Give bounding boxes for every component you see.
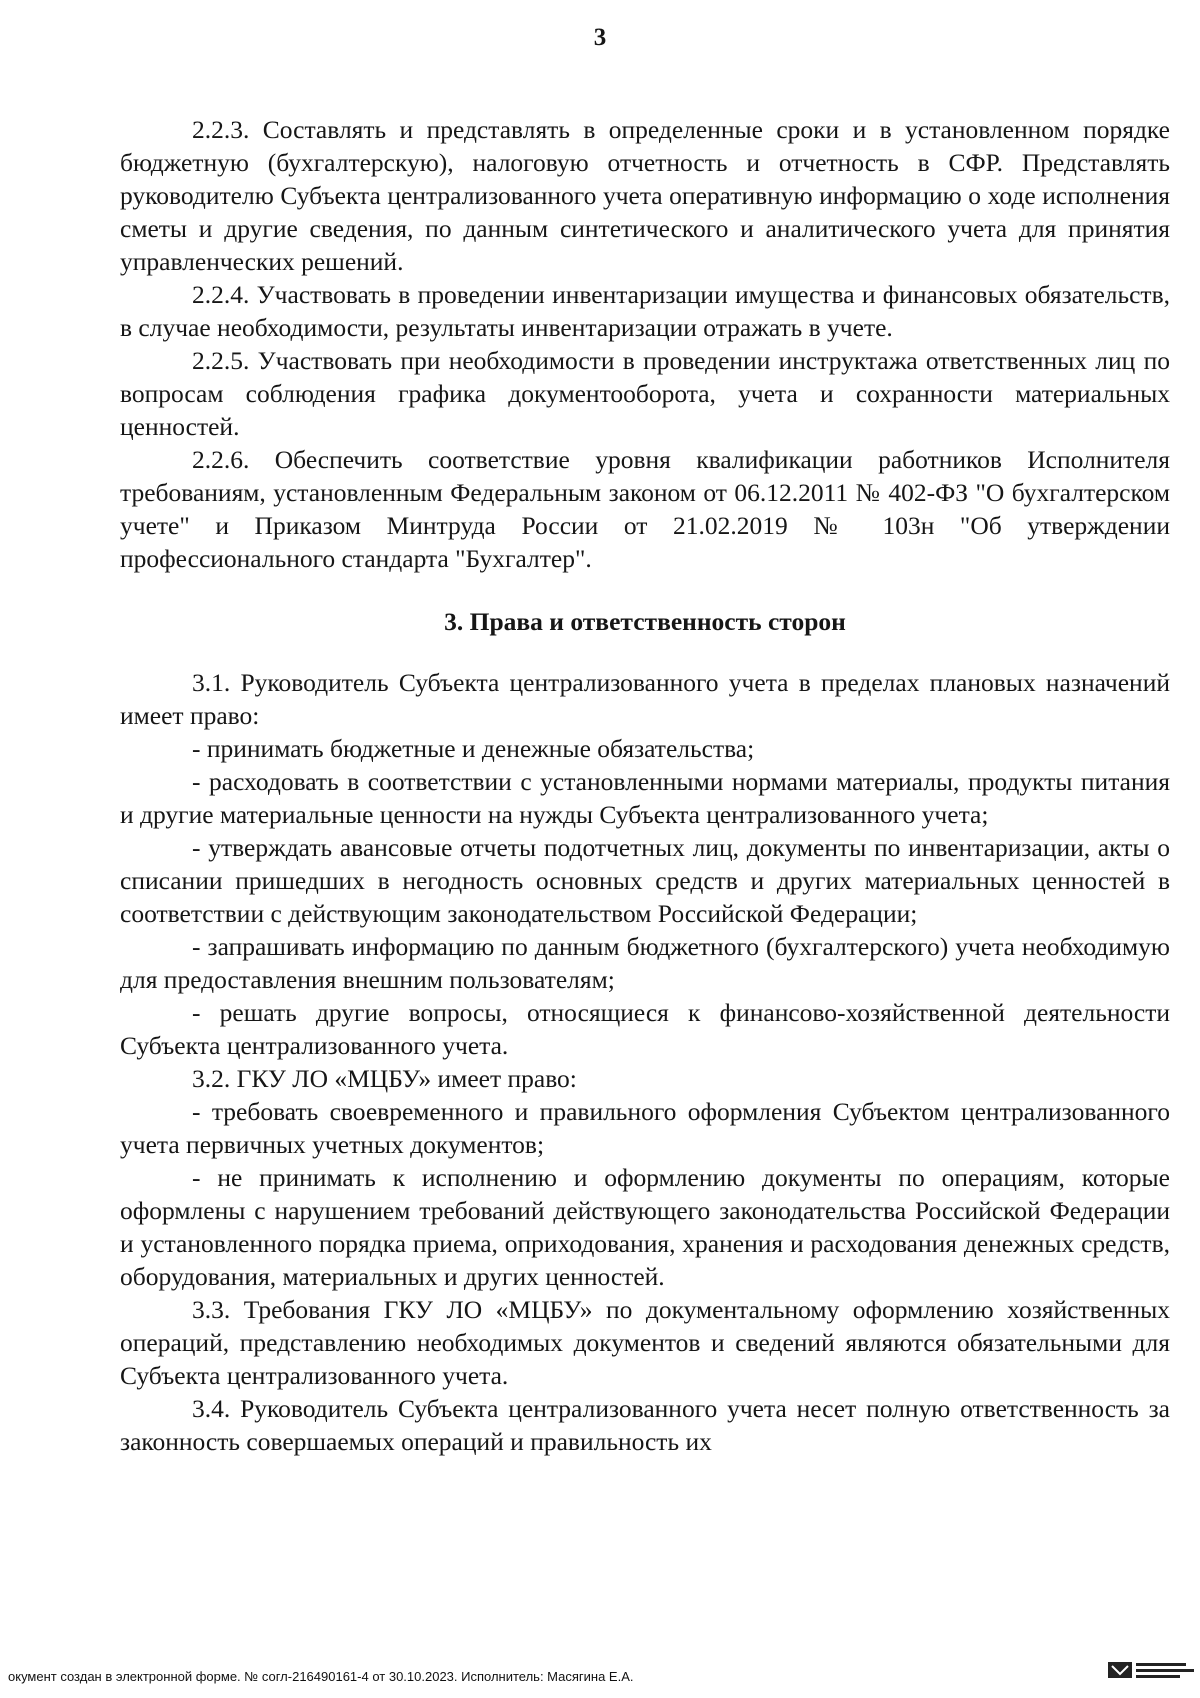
paragraph-2-2-5: 2.2.5. Участвовать при необходимости в проведении инструктажа ответственных лиц по вопросам соблюдения графика документооборота, учета и сохранности материальных ценностей. <box>120 346 1170 441</box>
footer-document-stamp: окумент создан в электронной форме. № согл-216490161-4 от 30.10.2023. Исполнитель: Масягина Е.А. <box>8 1669 634 1684</box>
page-number: 3 <box>593 24 607 51</box>
paragraph-2-2-6: 2.2.6. Обеспечить соответствие уровня квалификации работников Исполнителя требованиям, установленным Федеральным законом от 06.12.2011 № 402-ФЗ "О бухгалтерском учете" и Приказом Минтруда России от 21.02.2019 № 103н "Об утверждении профессионального стандарта "Бухгалтер". <box>120 445 1170 573</box>
document-body <box>120 113 1170 1458</box>
paragraph-3-2: 3.2. ГКУ ЛО «МЦБУ» имеет право: <box>192 1064 577 1093</box>
paragraph-2-2-4: 2.2.4. Участвовать в проведении инвентаризации имущества и финансовых обязательств, в случае необходимости, результаты инвентаризации отражать в учете. <box>120 280 1170 342</box>
list-item: - запрашивать информацию по данным бюджетного (бухгалтерского) учета необходимую для предоставления внешним пользователям; <box>120 932 1170 994</box>
list-item: - утверждать авансовые отчеты подотчетных лиц, документы по инвентаризации, акты о списании пришедших в негодность основных средств и других материальных ценностей в соответствии с действующим законодательством Российской Федерации; <box>120 833 1170 928</box>
list-item: - принимать бюджетные и денежные обязательства; <box>192 734 755 763</box>
emblem-mark-icon <box>1108 1662 1132 1678</box>
paragraph-3-3: 3.3. Требования ГКУ ЛО «МЦБУ» по документальному оформлению хозяйственных операций, представлению необходимых документов и сведений являются обязательными для Субъекта централизованного учета. <box>120 1295 1170 1390</box>
emblem-text-lines-icon <box>1136 1663 1194 1678</box>
paragraph-3-4: 3.4. Руководитель Субъекта централизованного учета несет полную ответственность за законность совершаемых операций и правильность их <box>120 1394 1170 1456</box>
list-item: - не принимать к исполнению и оформлению документы по операциям, которые оформлены с нарушением требований действующего законодательства Российской Федерации и установленного порядка приема, оприходования, хранения и расходования денежных средств, оборудования, материальных и других ценностей. <box>120 1163 1170 1291</box>
list-item: - требовать своевременного и правильного оформления Субъектом централизованного учета первичных учетных документов; <box>120 1097 1170 1159</box>
paragraph-2-2-3: 2.2.3. Составлять и представлять в определенные сроки и в установленном порядке бюджетную (бухгалтерскую), налоговую отчетность и отчетность в СФР. Представлять руководителю Субъекта централизованного учета оперативную информацию о ходе исполнения сметы и другие сведения, по данным синтетического и аналитического учета для принятия управленческих решений. <box>120 115 1170 276</box>
list-item: - расходовать в соответствии с установленными нормами материалы, продукты питания и другие материальные ценности на нужды Субъекта централизованного учета; <box>120 767 1170 829</box>
government-emblem-icon <box>1108 1658 1200 1682</box>
section-title: 3. Права и ответственность сторон <box>444 607 846 636</box>
paragraph-3-1: 3.1. Руководитель Субъекта централизованного учета в пределах плановых назначений имеет право: <box>120 668 1170 730</box>
list-item: - решать другие вопросы, относящиеся к финансово-хозяйственной деятельности Субъекта централизованного учета. <box>120 998 1170 1060</box>
